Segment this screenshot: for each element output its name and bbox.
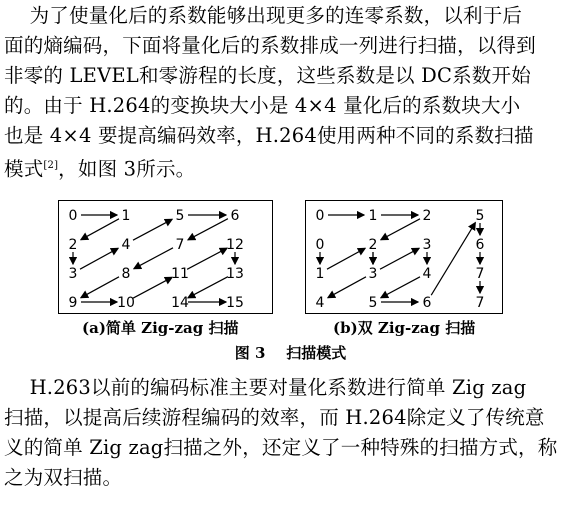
figure-b-box [305, 200, 503, 314]
scan-a-node-12: 9 [68, 295, 78, 311]
subcaption-b: (b)双 Zig-zag 扫描 [333, 319, 476, 337]
scan-a-node-3: 6 [230, 208, 240, 224]
scan-b-path1-node-11: 7 [475, 266, 485, 282]
paragraph1-line-4: 的。由于 H.264的变换块大小是 4×4 量化后的系数块大小 [4, 94, 521, 117]
scan-b-path1-node-5: 2 [368, 237, 378, 253]
scan-b-path1-node-2: 2 [422, 208, 432, 224]
scan-b-path1-node-0: 0 [315, 208, 325, 224]
scan-b-path1-arrow-4 [380, 248, 419, 269]
scan-b-path1-node-6: 3 [422, 237, 432, 253]
scan-a-node-14: 14 [171, 295, 189, 311]
scan-b-path1-arrow-2 [381, 219, 420, 240]
scan-b-path1-node-7: 6 [475, 237, 485, 253]
scan-b-path1-node-10: 4 [422, 266, 432, 282]
paragraph1-line-1: 为了使量化后的系数能够出现更多的连零系数，以利于后 [4, 4, 523, 27]
scan-a-arrow-1 [81, 219, 119, 240]
paragraph1-line-3: 非零的 LEVEL和零游程的长度，这些系数是以 DC系数开始 [4, 64, 531, 87]
scan-b-path1-node-12: 4 [315, 295, 325, 311]
scan-a-node-8: 3 [68, 266, 78, 282]
scan-b-path1-arrow-8 [431, 223, 475, 296]
figure-a-diagram [59, 201, 272, 313]
scan-a-node-0: 0 [68, 208, 78, 224]
scan-a-arrow-10 [133, 277, 172, 298]
scan-a-node-6: 7 [175, 237, 185, 253]
scan-a-arrow-6 [188, 219, 228, 240]
figure-caption: 图 3 扫描模式 [234, 344, 347, 362]
scan-b-path1-node-14: 6 [422, 295, 432, 311]
scan-a-node-4: 2 [68, 237, 78, 253]
paragraph1-line-5: 也是 4×4 要提高编码效率，H.264使用两种不同的系数扫描 [4, 124, 534, 147]
scan-a-node-9: 8 [121, 266, 131, 282]
scan-a-arrow-4 [133, 219, 172, 240]
scan-a-node-15: 15 [226, 295, 244, 311]
scan-a-node-10: 11 [171, 266, 189, 282]
scan-a-node-11: 13 [226, 266, 244, 282]
paragraph1-line-6 [4, 152, 195, 184]
scan-a-arrow-7 [134, 248, 173, 269]
scan-b-path1-node-8: 1 [315, 266, 325, 282]
line6-rest: ，如图 3所示。 [58, 157, 196, 181]
scan-b-path1-arrow-6 [381, 277, 420, 298]
scan-a-node-1: 1 [121, 208, 131, 224]
scan-b-path1-node-15: 7 [475, 295, 485, 311]
scan-b-path1-node-9: 3 [368, 266, 378, 282]
scan-b-path1-node-4: 0 [315, 237, 325, 253]
paragraph1-line-2: 面的熵编码，下面将量化后的系数排成一列进行扫描，以得到 [4, 34, 536, 57]
paragraph2-line-2: 扫描，以提高后续游程编码的效率，而 H.264除定义了传统意 [4, 406, 545, 429]
figure-b-diagram [306, 201, 502, 313]
line6-text: 模式 [4, 157, 44, 181]
scan-b-path1-node-1: 1 [368, 208, 378, 224]
scan-a-node-13: 10 [117, 295, 135, 311]
scan-a-node-5: 4 [121, 237, 131, 253]
figure-a-box [58, 200, 273, 314]
scan-a-arrow-3 [80, 248, 118, 269]
scan-b-path1-node-13: 5 [368, 295, 378, 311]
paragraph2-line-4: 之为双扫描。 [4, 466, 123, 489]
citation-ref: [2] [43, 160, 59, 171]
scan-b-path1-node-3: 5 [475, 208, 485, 224]
paragraph2-line-1: H.263以前的编码标准主要对量化系数进行简单 Zig zag [4, 376, 527, 399]
subcaption-a: (a)简单 Zig-zag 扫描 [82, 319, 239, 337]
scan-a-arrow-8 [81, 277, 119, 298]
scan-a-node-2: 5 [175, 208, 185, 224]
scan-a-node-7: 12 [226, 237, 244, 253]
scan-b-path2-arrow-1 [327, 248, 365, 269]
paragraph2-line-3: 义的简单 Zig zag扫描之外，还定义了一种特殊的扫描方式，称 [4, 436, 558, 459]
scan-a-arrow-13 [188, 277, 228, 298]
scan-b-path2-arrow-3 [328, 277, 366, 298]
scan-a-arrow-11 [187, 248, 227, 269]
